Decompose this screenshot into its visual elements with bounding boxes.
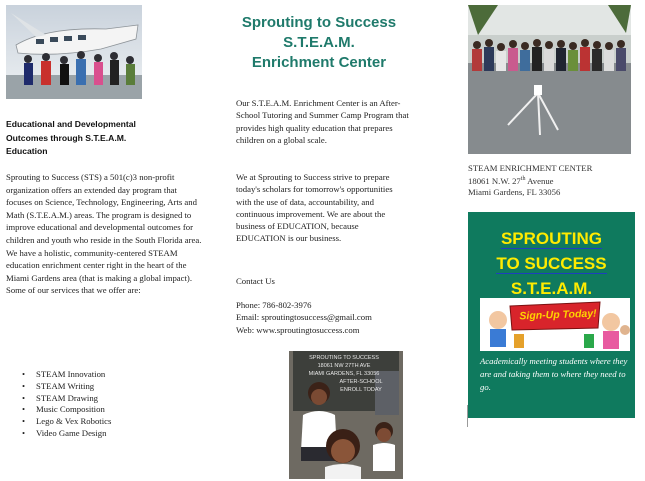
promo-line2: TO SUCCESS — [496, 254, 607, 273]
title-line2: S.T.E.A.M. — [283, 34, 355, 51]
service-item: • Video Game Design — [22, 428, 111, 440]
sign-line: MIAMI GARDENS, FL 33056 — [308, 371, 380, 377]
program-description: Sprouting to Success (STS) a 501(c)3 non-profit organization offers an extended day program that focuses on Science, Technology, Engineering, Arts and Math (S.T.E.A.M.) areas. The program is designed to improve educational and developmental outcomes for children and youth who reside in the South Florida area. We have a holistic, community-centered STEAM education enrichment center right in the heart of the Miami Gardens area (that is making a global impact). Some of our services that we offer are: — [6, 172, 202, 296]
sign-line: ENROLL TODAY — [340, 387, 382, 393]
contact-heading: Contact Us — [236, 276, 275, 286]
promo-title — [468, 226, 635, 301]
promo-line3: S.T.E.A.M. — [510, 279, 593, 298]
outcomes-heading-line3: Education — [6, 146, 48, 156]
chalkboard-sign — [299, 354, 389, 394]
promo-line1: SPROUTING — [500, 229, 603, 248]
contact-details — [236, 299, 372, 336]
tagline: Academically meeting students where they are and taking them to where they need to go. — [480, 356, 628, 392]
title-line3: Enrichment Center — [251, 54, 387, 71]
service-item: • STEAM Drawing — [22, 393, 111, 405]
rocket-launch-photo — [468, 5, 631, 154]
mission-paragraph: We at Sprouting to Success strive to prepare today's scholars for tomorrow's opportunities with the use of data, accountability, and continuous improvement. We are about the business of EDUCATION, because EDUCATION is our business. — [236, 172, 393, 244]
outcomes-heading — [6, 118, 156, 159]
contact-web: Web: www.sproutingtosuccess.com — [236, 324, 360, 335]
signup-today-banner[interactable] — [480, 298, 630, 351]
sign-line: AFTER-SCHOOL — [339, 379, 383, 385]
students-chalkboard-photo — [289, 351, 403, 479]
signup-text: Sign-Up Today! — [519, 307, 597, 323]
contact-email: Email: sproutingtosuccess@gmail.com — [236, 312, 372, 323]
title-line1: Sprouting to Success — [241, 14, 397, 31]
brochure-title — [226, 13, 412, 73]
panel-divider — [467, 405, 468, 427]
about-paragraph: Our S.T.E.A.M. Enrichment Center is an After-School Tutoring and Summer Camp Program that provides high quality education that prepares children on a global scale. — [236, 98, 409, 145]
service-item: • STEAM Innovation — [22, 369, 111, 381]
sign-line: 18061 NW 27TH AVE — [317, 363, 371, 369]
outcomes-heading-line1: Educational and Developmental — [6, 119, 136, 129]
sign-line: SPROUTING TO SUCCESS — [309, 355, 379, 361]
service-item: • STEAM Writing — [22, 381, 111, 393]
service-item: • Lego & Vex Robotics — [22, 416, 111, 428]
address-name: STEAM ENRICHMENT CENTER — [468, 163, 593, 173]
center-address — [468, 163, 592, 198]
address-city: Miami Gardens, FL 33056 — [468, 186, 561, 197]
services-list — [22, 369, 111, 440]
outcomes-heading-line2: Outcomes through S.T.E.A.M. — [6, 132, 127, 143]
airplane-group-photo — [6, 5, 142, 99]
contact-phone: Phone: 786-802-3976 — [236, 300, 312, 310]
address-street: 18061 N.W. 27th Avenue — [468, 175, 554, 186]
service-item: • Music Composition — [22, 404, 111, 416]
